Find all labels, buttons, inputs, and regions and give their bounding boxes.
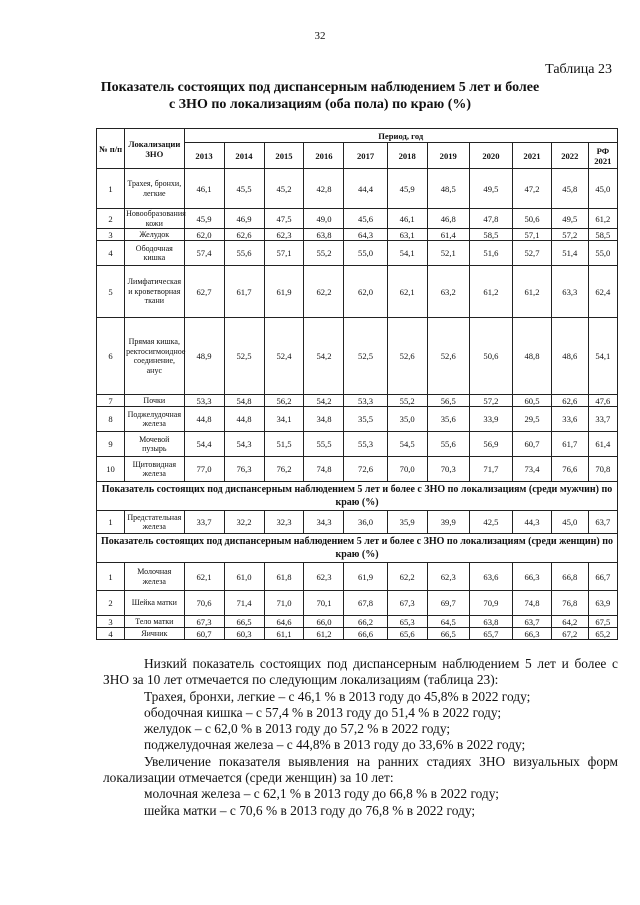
value-cell: 52,4 [264, 318, 304, 395]
value-cell: 49,5 [469, 169, 512, 209]
value-cell: 74,8 [513, 591, 552, 616]
value-cell: 62,1 [184, 563, 224, 591]
value-cell: 49,5 [551, 209, 588, 229]
list-item: Трахея, бронхи, легкие – с 46,1 % в 2013 году до 45,8% в 2022 году; [144, 688, 531, 704]
value-cell: 63,6 [469, 563, 512, 591]
value-cell: 76,8 [551, 591, 588, 616]
value-cell: 64,2 [551, 616, 588, 628]
value-cell: 35,6 [427, 407, 469, 432]
value-cell: 71,0 [264, 591, 304, 616]
header-localization: Локализации ЗНО [125, 129, 184, 169]
row-localization: Молочная железа [125, 563, 184, 591]
value-cell: 65,7 [469, 628, 512, 640]
value-cell: 62,0 [344, 266, 387, 318]
value-cell: 49,0 [304, 209, 344, 229]
value-cell: 45,8 [551, 169, 588, 209]
value-cell: 57,2 [469, 395, 512, 407]
header-year: 2014 [224, 143, 264, 169]
header-year: 2017 [344, 143, 387, 169]
value-cell: 61,2 [513, 266, 552, 318]
value-cell: 32,3 [264, 511, 304, 534]
section-heading: Показатель состоящих под диспансерным наблюдением 5 лет и более с ЗНО по локализациям (среди женщин) по краю (%) [97, 534, 618, 563]
value-cell: 76,3 [224, 457, 264, 482]
row-localization: Трахея, бронхи, легкие [125, 169, 184, 209]
value-cell: 51,4 [551, 241, 588, 266]
table-row [97, 318, 618, 395]
section-heading: Показатель состоящих под диспансерным наблюдением 5 лет и более с ЗНО по локализациям (среди мужчин) по краю (%) [97, 482, 618, 511]
table-row [97, 407, 618, 432]
value-cell: 64,6 [264, 616, 304, 628]
value-cell: 66,7 [588, 563, 617, 591]
value-cell: 46,9 [224, 209, 264, 229]
table-row [97, 563, 618, 591]
value-cell: 62,3 [304, 563, 344, 591]
value-cell: 62,2 [304, 266, 344, 318]
value-cell: 45,0 [588, 169, 617, 209]
value-cell: 57,2 [551, 229, 588, 241]
value-cell: 53,3 [184, 395, 224, 407]
row-localization: Щитовидная железа [125, 457, 184, 482]
value-cell: 34,3 [304, 511, 344, 534]
value-cell: 72,6 [344, 457, 387, 482]
row-localization: Почки [125, 395, 184, 407]
value-cell: 56,9 [469, 432, 512, 457]
row-number: 9 [97, 432, 125, 457]
value-cell: 53,3 [344, 395, 387, 407]
row-localization: Лимфатическая и кроветворная ткани [125, 266, 184, 318]
table-row [97, 628, 618, 640]
value-cell: 50,6 [469, 318, 512, 395]
header-year: 2022 [551, 143, 588, 169]
table-title: Показатель состоящих под диспансерным наблюдением 5 лет и более с ЗНО по локализациям (оба пола) по краю (%) [100, 80, 540, 112]
list-item: поджелудочная железа – с 44,8% в 2013 году до 33,6% в 2022 году; [144, 737, 526, 753]
value-cell: 34,8 [304, 407, 344, 432]
value-cell: 51,5 [264, 432, 304, 457]
value-cell: 48,5 [427, 169, 469, 209]
value-cell: 67,8 [344, 591, 387, 616]
value-cell: 55,0 [588, 241, 617, 266]
section-women [97, 534, 618, 563]
value-cell: 61,7 [551, 432, 588, 457]
value-cell: 62,7 [184, 266, 224, 318]
row-number: 4 [97, 241, 125, 266]
value-cell: 66,3 [513, 563, 552, 591]
value-cell: 60,7 [513, 432, 552, 457]
table-row [97, 169, 618, 209]
value-cell: 44,8 [224, 407, 264, 432]
value-cell: 63,7 [513, 616, 552, 628]
value-cell: 77,0 [184, 457, 224, 482]
value-cell: 45,0 [551, 511, 588, 534]
value-cell: 55,6 [427, 432, 469, 457]
header-year: РФ 2021 [588, 143, 617, 169]
value-cell: 65,3 [387, 616, 427, 628]
value-cell: 34,1 [264, 407, 304, 432]
table-label: Таблица 23 [545, 62, 612, 77]
value-cell: 50,6 [513, 209, 552, 229]
row-number: 5 [97, 266, 125, 318]
value-cell: 61,4 [588, 432, 617, 457]
value-cell: 55,0 [344, 241, 387, 266]
row-number: 10 [97, 457, 125, 482]
value-cell: 54,5 [387, 432, 427, 457]
value-cell: 63,7 [588, 511, 617, 534]
value-cell: 48,8 [513, 318, 552, 395]
value-cell: 52,6 [387, 318, 427, 395]
value-cell: 70,8 [588, 457, 617, 482]
value-cell: 64,5 [427, 616, 469, 628]
paragraph-increase: Увеличение показателя выявления на ранних стадиях ЗНО визуальных форм локализации отмечается (среди женщин) за 10 лет: [103, 753, 618, 786]
row-localization: Яичник [125, 628, 184, 640]
header-year: 2016 [304, 143, 344, 169]
list-item: ободочная кишка – с 57,4 % в 2013 году до 51,4 % в 2022 году; [144, 704, 502, 720]
page-number: 32 [314, 30, 326, 42]
table-row [97, 229, 618, 241]
value-cell: 62,3 [264, 229, 304, 241]
value-cell: 54,3 [224, 432, 264, 457]
row-number: 6 [97, 318, 125, 395]
value-cell: 55,3 [344, 432, 387, 457]
row-number: 3 [97, 616, 125, 628]
value-cell: 36,0 [344, 511, 387, 534]
value-cell: 62,6 [224, 229, 264, 241]
value-cell: 48,9 [184, 318, 224, 395]
header-year: 2020 [469, 143, 512, 169]
value-cell: 70,0 [387, 457, 427, 482]
value-cell: 62,1 [387, 266, 427, 318]
value-cell: 54,2 [304, 318, 344, 395]
table-row [97, 266, 618, 318]
row-number: 8 [97, 407, 125, 432]
value-cell: 29,5 [513, 407, 552, 432]
value-cell: 46,8 [427, 209, 469, 229]
value-cell: 66,0 [304, 616, 344, 628]
value-cell: 47,2 [513, 169, 552, 209]
value-cell: 42,5 [469, 511, 512, 534]
value-cell: 61,8 [264, 563, 304, 591]
value-cell: 52,5 [224, 318, 264, 395]
header-year: 2019 [427, 143, 469, 169]
row-number: 3 [97, 229, 125, 241]
value-cell: 47,8 [469, 209, 512, 229]
value-cell: 70,6 [184, 591, 224, 616]
value-cell: 58,5 [469, 229, 512, 241]
value-cell: 52,5 [344, 318, 387, 395]
body-text [103, 656, 618, 819]
value-cell: 48,6 [551, 318, 588, 395]
table-row [97, 209, 618, 229]
row-localization: Ободочная кишка [125, 241, 184, 266]
value-cell: 54,1 [387, 241, 427, 266]
value-cell: 70,9 [469, 591, 512, 616]
value-cell: 66,3 [513, 628, 552, 640]
value-cell: 66,5 [427, 628, 469, 640]
row-localization: Прямая кишка, ректосигмоидное соединение, анус [125, 318, 184, 395]
value-cell: 45,6 [344, 209, 387, 229]
value-cell: 63,8 [304, 229, 344, 241]
row-number: 2 [97, 591, 125, 616]
value-cell: 47,5 [264, 209, 304, 229]
value-cell: 44,3 [513, 511, 552, 534]
value-cell: 62,3 [427, 563, 469, 591]
value-cell: 57,4 [184, 241, 224, 266]
value-cell: 54,4 [184, 432, 224, 457]
table-row [97, 395, 618, 407]
value-cell: 70,3 [427, 457, 469, 482]
value-cell: 76,6 [551, 457, 588, 482]
value-cell: 44,4 [344, 169, 387, 209]
value-cell: 35,9 [387, 511, 427, 534]
value-cell: 58,5 [588, 229, 617, 241]
value-cell: 62,2 [387, 563, 427, 591]
table-row [97, 591, 618, 616]
value-cell: 62,0 [184, 229, 224, 241]
row-localization: Новообразования кожи [126, 209, 186, 228]
value-cell: 66,5 [224, 616, 264, 628]
value-cell: 73,4 [513, 457, 552, 482]
value-cell: 60,3 [224, 628, 264, 640]
value-cell: 67,3 [387, 591, 427, 616]
value-cell: 33,9 [469, 407, 512, 432]
value-cell: 63,1 [387, 229, 427, 241]
row-localization: Шейка матки [125, 591, 184, 616]
value-cell: 45,9 [184, 209, 224, 229]
row-localization: Поджелудочная железа [125, 407, 184, 432]
value-cell: 60,7 [184, 628, 224, 640]
value-cell: 61,7 [224, 266, 264, 318]
value-cell: 61,2 [588, 209, 617, 229]
value-cell: 42,8 [304, 169, 344, 209]
value-cell: 46,1 [387, 209, 427, 229]
row-localization: Мочевой пузырь [125, 432, 184, 457]
value-cell: 67,5 [588, 616, 617, 628]
value-cell: 45,9 [387, 169, 427, 209]
value-cell: 67,3 [184, 616, 224, 628]
value-cell: 64,3 [344, 229, 387, 241]
value-cell: 35,0 [387, 407, 427, 432]
paragraph-low-indicator: Низкий показатель состоящих под диспансерным наблюдением 5 лет и более с ЗНО за 10 лет отмечается по следующим локализациям (таблица 23): [103, 656, 618, 688]
row-localization: Тело матки [125, 616, 184, 628]
value-cell: 74,8 [304, 457, 344, 482]
table-row [97, 457, 618, 482]
row-number: 1 [97, 169, 125, 209]
row-number: 1 [97, 511, 125, 534]
value-cell: 71,4 [224, 591, 264, 616]
value-cell: 61,9 [344, 563, 387, 591]
header-year: 2018 [387, 143, 427, 169]
table-row [97, 616, 618, 628]
value-cell: 54,2 [304, 395, 344, 407]
value-cell: 67,2 [551, 628, 588, 640]
value-cell: 61,0 [224, 563, 264, 591]
value-cell: 61,2 [469, 266, 512, 318]
row-localization: Предстательная железа [125, 511, 184, 534]
value-cell: 55,5 [304, 432, 344, 457]
value-cell: 32,2 [224, 511, 264, 534]
value-cell: 45,5 [224, 169, 264, 209]
list-item: шейка матки – с 70,6 % в 2013 году до 76,8 % в 2022 году; [144, 802, 476, 818]
value-cell: 54,8 [224, 395, 264, 407]
value-cell: 52,7 [513, 241, 552, 266]
value-cell: 33,6 [551, 407, 588, 432]
value-cell: 55,2 [304, 241, 344, 266]
value-cell: 61,4 [427, 229, 469, 241]
header-year: 2021 [513, 143, 552, 169]
value-cell: 69,7 [427, 591, 469, 616]
list-item: молочная железа – с 62,1 % в 2013 году до 66,8 % в 2022 году; [144, 786, 499, 802]
value-cell: 55,6 [224, 241, 264, 266]
value-cell: 61,2 [304, 628, 344, 640]
value-cell: 66,2 [344, 616, 387, 628]
value-cell: 63,8 [469, 616, 512, 628]
value-cell: 52,6 [427, 318, 469, 395]
header-number: № п/п [97, 129, 125, 169]
value-cell: 54,1 [588, 318, 617, 395]
value-cell: 60,5 [513, 395, 552, 407]
value-cell: 65,6 [387, 628, 427, 640]
value-cell: 39,9 [427, 511, 469, 534]
value-cell: 57,1 [513, 229, 552, 241]
value-cell: 45,2 [264, 169, 304, 209]
value-cell: 47,6 [588, 395, 617, 407]
value-cell: 62,6 [551, 395, 588, 407]
value-cell: 61,1 [264, 628, 304, 640]
value-cell: 71,7 [469, 457, 512, 482]
value-cell: 76,2 [264, 457, 304, 482]
statistics-table [96, 128, 618, 640]
list-item: желудок – с 62,0 % в 2013 году до 57,2 % в 2022 году; [144, 721, 451, 737]
row-number: 1 [97, 563, 125, 591]
value-cell: 63,9 [588, 591, 617, 616]
row-number: 4 [97, 628, 125, 640]
value-cell: 63,2 [427, 266, 469, 318]
row-number: 2 [97, 209, 125, 229]
table-row [97, 511, 618, 534]
value-cell: 62,4 [588, 266, 617, 318]
value-cell: 56,2 [264, 395, 304, 407]
value-cell: 66,8 [551, 563, 588, 591]
value-cell: 52,1 [427, 241, 469, 266]
value-cell: 46,1 [184, 169, 224, 209]
row-number: 7 [97, 395, 125, 407]
value-cell: 61,9 [264, 266, 304, 318]
header-period: Период, год [184, 129, 617, 143]
value-cell: 55,2 [387, 395, 427, 407]
value-cell: 63,3 [551, 266, 588, 318]
value-cell: 35,5 [344, 407, 387, 432]
value-cell: 44,8 [184, 407, 224, 432]
value-cell: 56,5 [427, 395, 469, 407]
value-cell: 57,1 [264, 241, 304, 266]
header-year: 2015 [264, 143, 304, 169]
value-cell: 33,7 [588, 407, 617, 432]
header-year: 2013 [184, 143, 224, 169]
table-row [97, 432, 618, 457]
value-cell: 51,6 [469, 241, 512, 266]
value-cell: 70,1 [304, 591, 344, 616]
value-cell: 33,7 [184, 511, 224, 534]
value-cell: 65,2 [588, 628, 617, 640]
section-men [97, 482, 618, 511]
value-cell: 66,6 [344, 628, 387, 640]
table-row [97, 241, 618, 266]
row-localization: Желудок [125, 229, 184, 241]
